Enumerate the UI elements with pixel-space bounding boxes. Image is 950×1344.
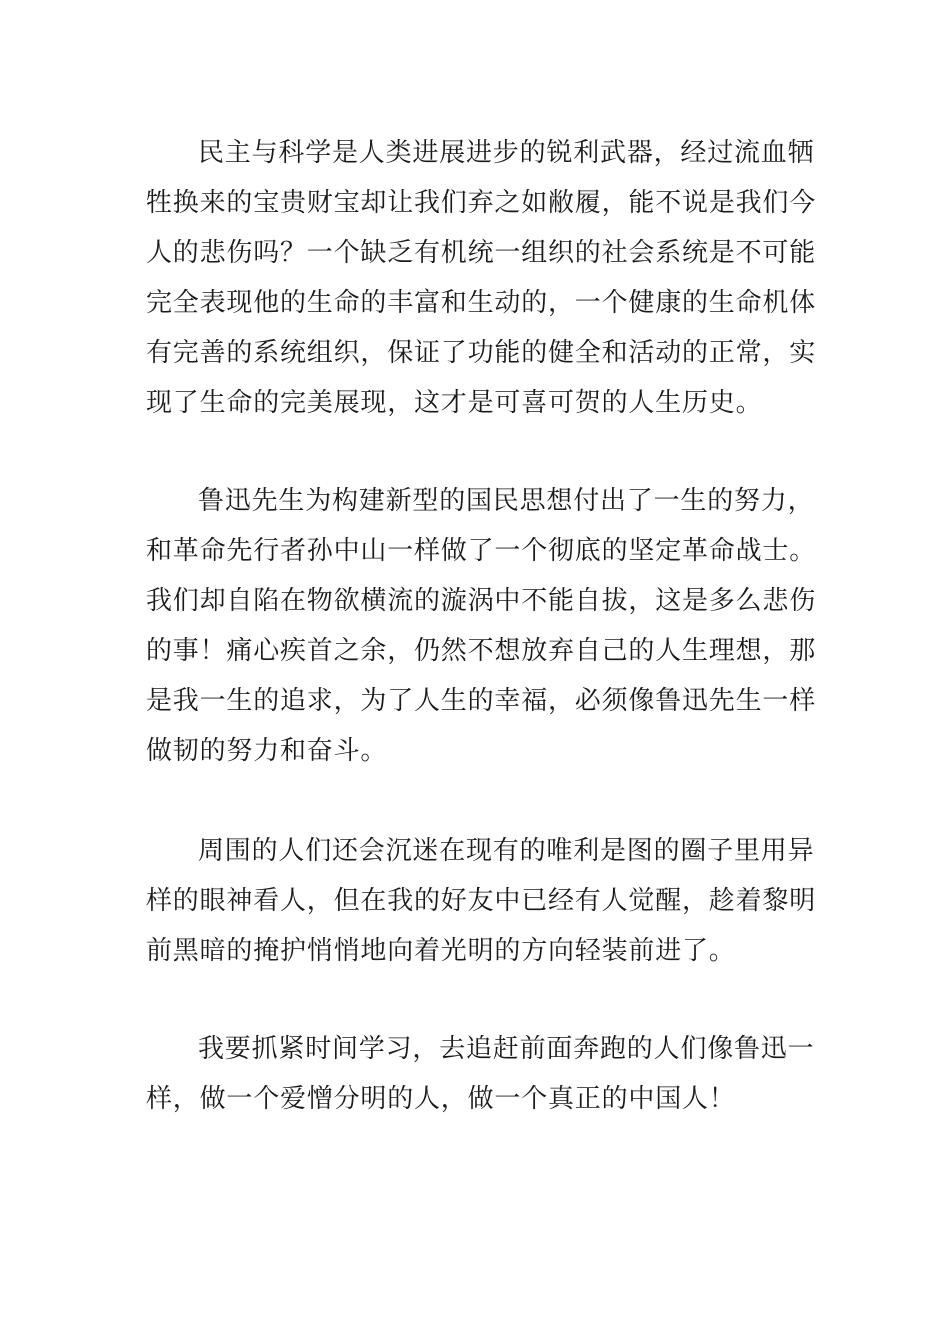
paragraph-3 (146, 826, 817, 976)
paragraph-line: 人的悲伤吗？一个缺乏有机统一组织的社会系统是不可能 (146, 238, 817, 268)
paragraph-line: 有完善的系统组织，保证了功能的健全和活动的正常，实 (146, 338, 817, 368)
paragraph-line: 的事！痛心疾首之余，仍然不想放弃自己的人生理想，那 (146, 636, 817, 666)
paragraph-1 (146, 128, 817, 428)
paragraph-line: 做韧的努力和奋斗。 (146, 736, 388, 766)
paragraph-line: 现了生命的完美展现，这才是可喜可贺的人生历史。 (146, 388, 763, 418)
paragraph-line: 民主与科学是人类进展进步的锐利武器，经过流血牺 (198, 138, 815, 168)
paragraph-line: 样的眼神看人，但在我的好友中已经有人觉醒，趁着黎明 (146, 886, 817, 916)
paragraph-line: 牲换来的宝贵财宝却让我们弃之如敝履，能不说是我们今 (146, 188, 817, 218)
paragraph-line: 前黑暗的掩护悄悄地向着光明的方向轻装前进了。 (146, 936, 736, 966)
paragraph-line: 我要抓紧时间学习，去追赶前面奔跑的人们像鲁迅一 (198, 1034, 815, 1064)
paragraph-line: 完全表现他的生命的丰富和生动的，一个健康的生命机体 (146, 288, 817, 318)
paragraph-line: 和革命先行者孙中山一样做了一个彻底的坚定革命战士。 (146, 536, 817, 566)
paragraph-line: 我们却自陷在物欲横流的漩涡中不能自拔，这是多么悲伤 (146, 586, 817, 616)
paragraph-line: 周围的人们还会沉迷在现有的唯利是图的圈子里用异 (198, 836, 815, 866)
paragraph-line: 样，做一个爱憎分明的人，做一个真正的中国人！ (146, 1084, 736, 1114)
paragraph-2 (146, 476, 817, 776)
paragraph-line: 鲁迅先生为构建新型的国民思想付出了一生的努力， (198, 486, 815, 516)
paragraph-line: 是我一生的追求，为了人生的幸福，必须像鲁迅先生一样 (146, 686, 817, 716)
paragraph-4 (146, 1024, 815, 1124)
